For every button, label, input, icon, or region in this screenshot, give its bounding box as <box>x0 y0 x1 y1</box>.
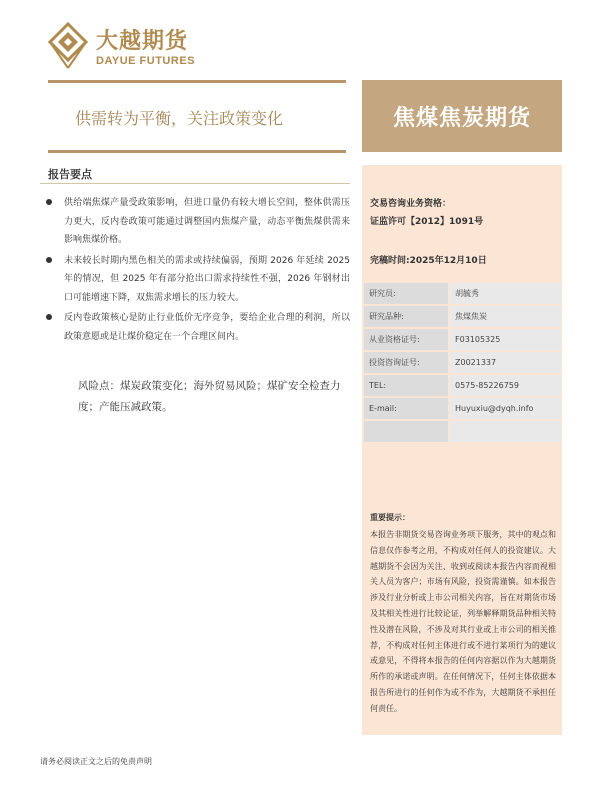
bullet-text: 反内卷政策核心是防止行业低价无序竞争，要给企业合理的利润，所以政策意愿或是让煤价稳定在一个合理区间内。 <box>64 313 350 342</box>
brand-name-en: DAYUE FUTURES <box>96 55 195 67</box>
risk-points: 风险点：煤炭政策变化；海外贸易风险；煤矿安全检查力度；产能压减政策。 <box>78 380 341 413</box>
bullet-text: 供给端焦煤产量受政策影响，但进口量仍有较大增长空间，整体供需压力更大，反内卷政策可能通过调整国内焦煤产量，动态平衡焦煤供需来影响焦煤价格。 <box>64 198 350 245</box>
info-key: 研究员: <box>364 283 449 305</box>
info-key: 研究品种: <box>364 305 449 328</box>
table-row <box>364 397 561 420</box>
summary-heading: 报告要点 <box>48 168 92 181</box>
bullet-text: 未来较长时期内黑色相关的需求或持续偏弱，预期 2026 年延续 2025 年的情况，但 2025 年有部分抢出口需求持续性不强，2026 年钢材出口可能增速下降，双焦需求增长的压力较大。 <box>64 255 350 303</box>
table-row <box>364 420 561 443</box>
notice-body: 本报告非期货交易咨询业务项下服务，其中的观点和信息仅作参考之用，不构成对任何人的投资建议。大越期货不会因为关注、收到或阅读本报告内容而视相关人员为客户；市场有风险，投资需谨慎。如本报告涉及行业分析或上市公司相关内容，旨在对期货市场及其相关性进行比较论证，列举解释期货品种相关特性及潜在风险，不涉及对其行业或上市公司的相关推荐，不构成对任何主体进行或不进行某项行为的建议或意见，不得将本报告的任何内容据以作为大越期货所作的承诺或声明。在任何情况下，任何主体依据本报告所进行的任何作为或不作为，大越期货不承担任何责任。 <box>370 530 556 713</box>
bullet-icon <box>46 199 52 205</box>
bullet-icon <box>46 257 52 263</box>
report-title-box <box>362 80 562 152</box>
table-row <box>364 283 561 305</box>
qualification-label: 交易咨询业务资格： <box>370 199 452 209</box>
analyst-info-table <box>364 283 561 444</box>
info-value <box>449 420 561 443</box>
info-key: 从业资格证号: <box>364 328 449 351</box>
summary-bullet-list <box>46 194 350 348</box>
table-row <box>364 328 561 351</box>
table-row <box>364 374 561 397</box>
completion-date: 完稿时间:2025年12月10日 <box>370 256 487 266</box>
table-row <box>364 351 561 374</box>
brand-name-cn: 大越期货 <box>96 29 189 54</box>
qualification-value: 证监许可【2012】1091号 <box>370 217 484 227</box>
table-row <box>364 305 561 328</box>
info-value: F03105325 <box>449 328 561 351</box>
brand-logo <box>48 22 218 72</box>
info-value: Z0021337 <box>449 351 561 374</box>
info-key: 投资咨询证号: <box>364 351 449 374</box>
info-key <box>364 420 449 443</box>
report-subtitle: 供需转为平衡，关注政策变化 <box>75 109 284 128</box>
info-key: TEL: <box>364 374 449 397</box>
email-link[interactable]: Huyuxiu@dyqh.info <box>449 397 561 420</box>
dayue-logo-icon <box>48 22 88 70</box>
list-item <box>46 252 350 308</box>
info-value: 胡毓秀 <box>449 283 561 305</box>
summary-divider <box>40 183 350 184</box>
info-value: 焦煤焦炭 <box>449 305 561 328</box>
notice-heading: 重要提示： <box>370 513 410 522</box>
info-key: E-mail: <box>364 397 449 420</box>
info-value: 0575-85226759 <box>449 374 561 397</box>
bullet-icon <box>46 314 52 320</box>
footer-disclaimer: 请务必阅读正文之后的免责声明 <box>40 757 152 766</box>
list-item <box>46 309 350 346</box>
header-rule-top <box>48 80 346 83</box>
report-title: 焦煤焦炭期货 <box>392 105 531 131</box>
list-item <box>46 194 350 250</box>
header-rule-bottom <box>48 150 346 153</box>
